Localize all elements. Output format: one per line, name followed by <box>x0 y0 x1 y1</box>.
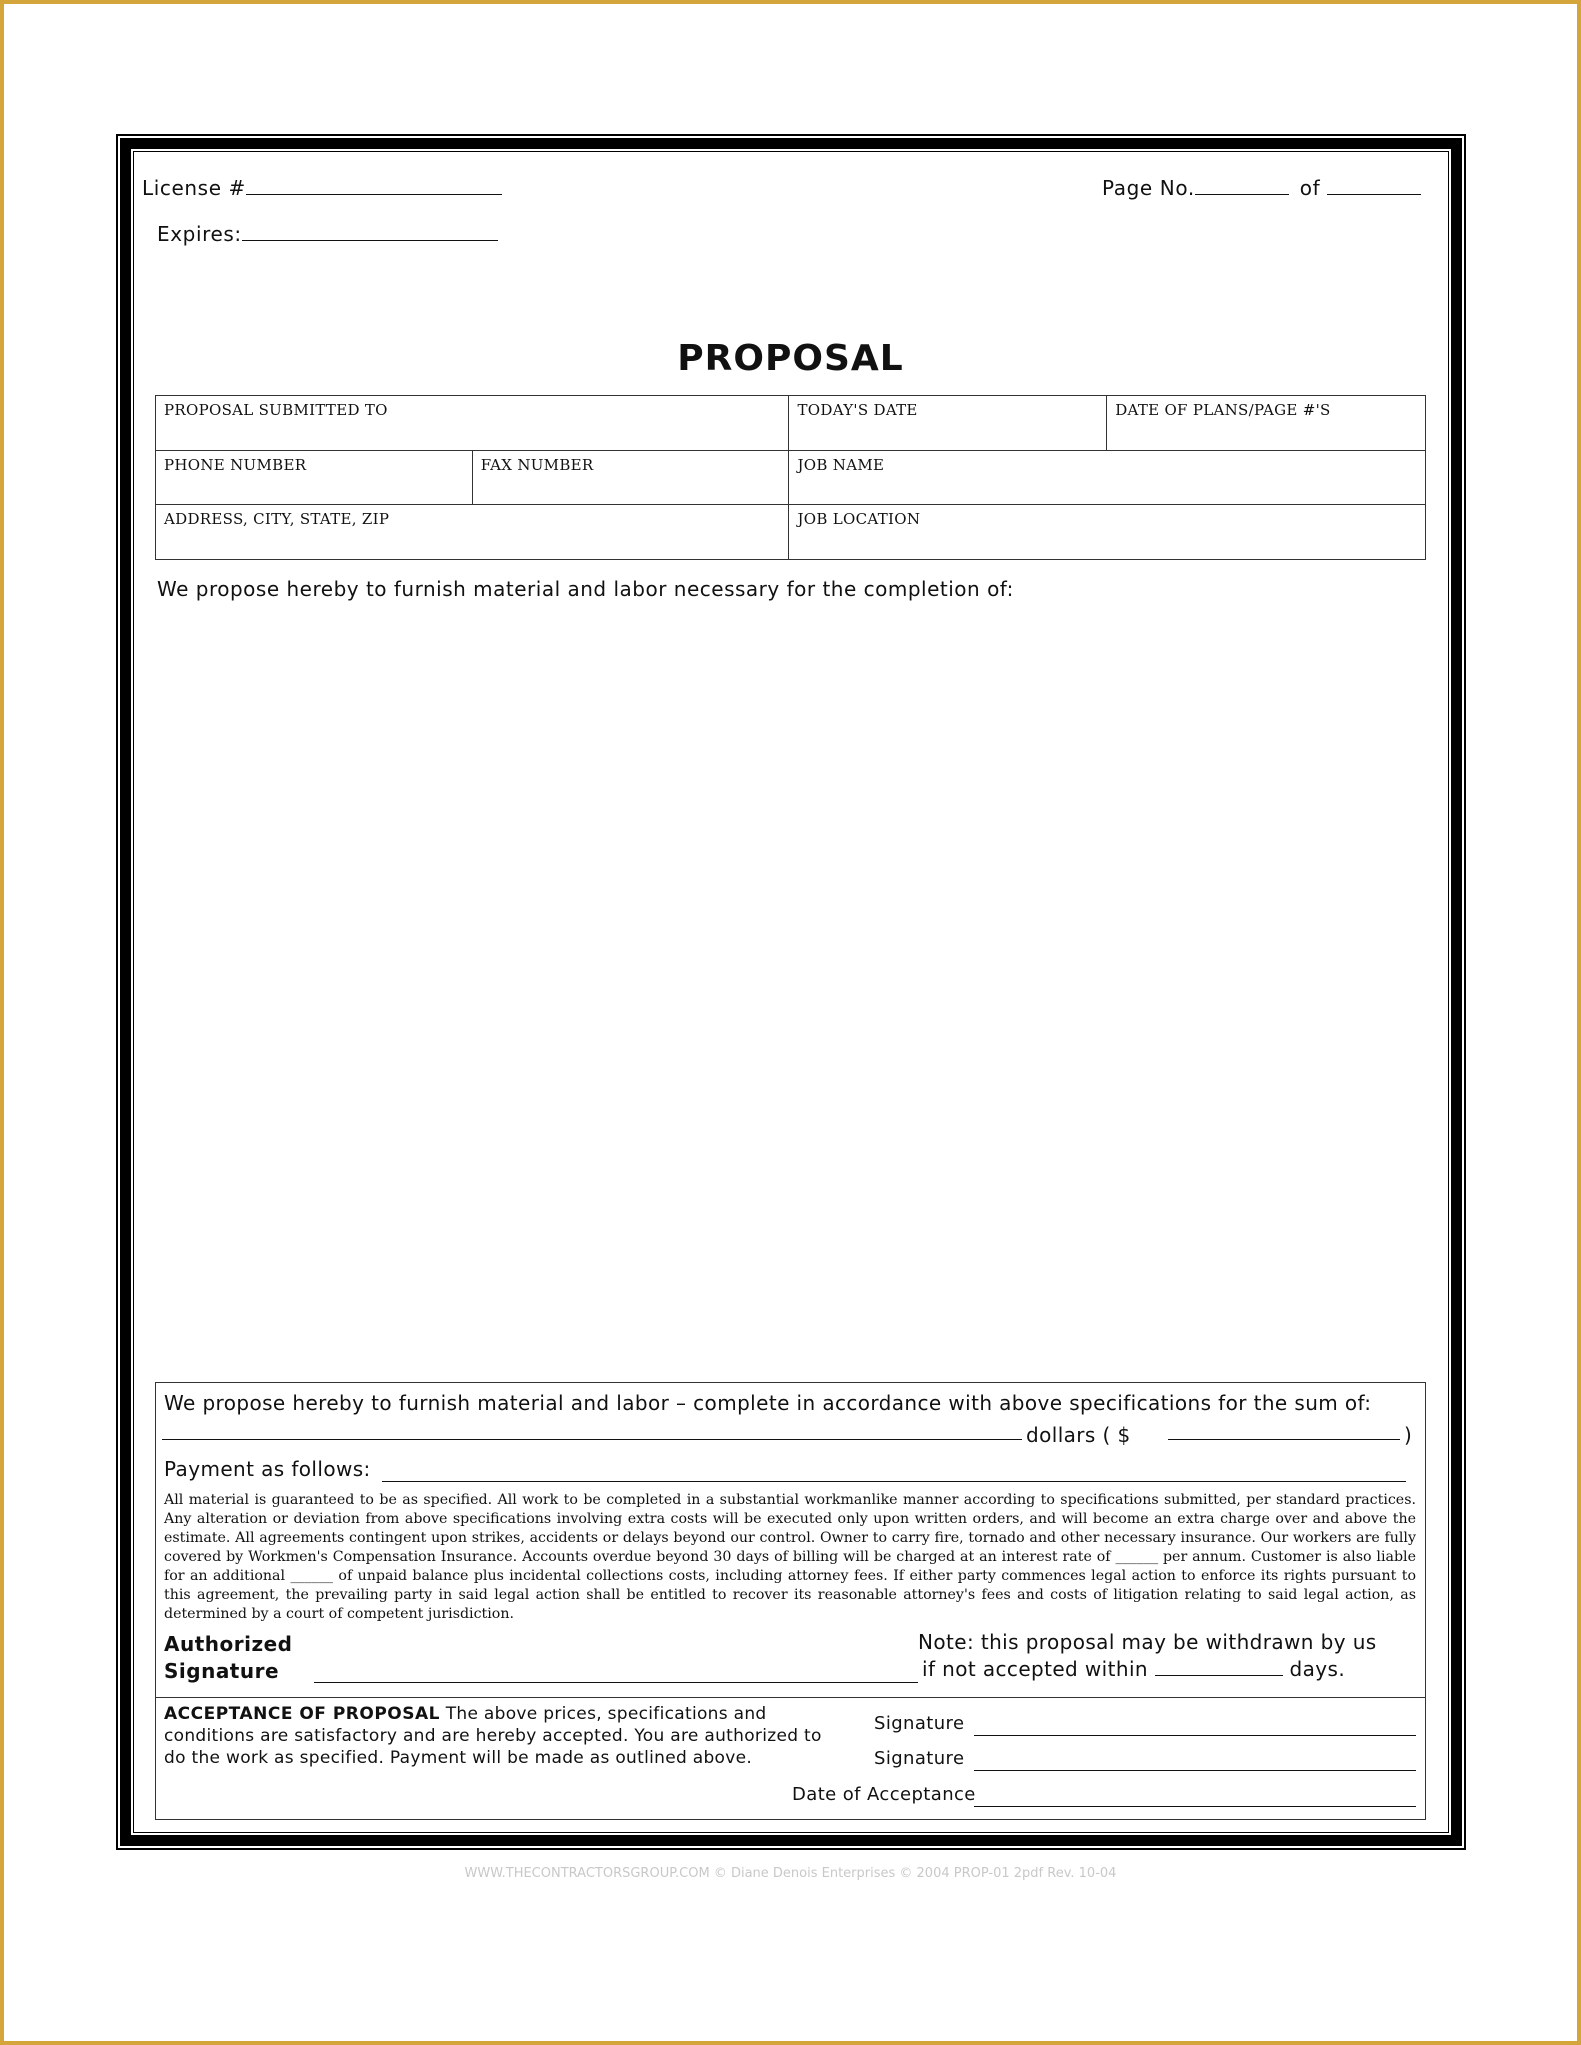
label-todays-date: TODAY'S DATE <box>797 401 918 419</box>
label-address: ADDRESS, CITY, STATE, ZIP <box>164 510 390 528</box>
label-job-location: JOB LOCATION <box>797 510 921 528</box>
cell-proposal-submitted-to[interactable] <box>156 396 789 451</box>
license-line[interactable] <box>246 181 502 195</box>
footer-watermark: WWW.THECONTRACTORSGROUP.COM © Diane Denois Enterprises © 2004 PROP-01 2pdf Rev. 10-04 <box>464 1866 1117 1881</box>
cell-job-name[interactable] <box>789 451 1426 505</box>
date-of-acceptance-label: Date of Acceptance <box>792 1784 976 1805</box>
page-title: PROPOSAL <box>677 338 904 379</box>
cell-todays-date[interactable] <box>789 396 1107 451</box>
cell-address[interactable] <box>156 505 789 560</box>
page-no-label: Page No. <box>1102 176 1195 200</box>
payment-label: Payment as follows: <box>164 1457 371 1481</box>
cell-fax-number[interactable] <box>472 451 789 505</box>
label-date-of-plans: DATE OF PLANS/PAGE #'S <box>1115 401 1331 419</box>
withdrawal-note-line1: Note: this proposal may be withdrawn by us <box>918 1630 1377 1654</box>
authorized-line1: Authorized <box>164 1632 293 1656</box>
cell-phone-number[interactable] <box>156 451 473 505</box>
acceptance-days-line[interactable] <box>1155 1662 1283 1676</box>
sum-words-line[interactable] <box>162 1439 1022 1440</box>
page-no-line[interactable] <box>1195 181 1289 195</box>
license-field[interactable] <box>142 176 502 200</box>
payment-terms-line[interactable] <box>382 1481 1406 1482</box>
cell-date-of-plans[interactable] <box>1107 396 1426 451</box>
cell-job-location[interactable] <box>789 505 1426 560</box>
note-text-a: if not accepted within <box>922 1657 1148 1681</box>
label-proposal-submitted-to: PROPOSAL SUBMITTED TO <box>164 401 388 419</box>
label-job-name: JOB NAME <box>797 456 885 474</box>
expires-field[interactable] <box>157 222 498 246</box>
expires-label: Expires: <box>157 222 242 246</box>
close-paren: ) <box>1404 1423 1413 1447</box>
label-phone-number: PHONE NUMBER <box>164 456 307 474</box>
acceptance-text-block <box>164 1703 844 1769</box>
authorized-signature-line[interactable] <box>314 1682 918 1683</box>
sum-terms-box <box>155 1382 1426 1820</box>
work-description-intro: We propose hereby to furnish material and labor necessary for the completion of: <box>157 577 1014 601</box>
sum-text: We propose hereby to furnish material and labor – complete in accordance with above specifications for the sum of: <box>164 1391 1372 1415</box>
authorized-signature-label <box>164 1631 293 1685</box>
expires-line[interactable] <box>242 227 498 241</box>
signature-line-2[interactable] <box>974 1770 1416 1771</box>
sum-amount-line[interactable] <box>1168 1439 1400 1440</box>
date-of-acceptance-line[interactable] <box>974 1806 1416 1807</box>
label-fax-number: FAX NUMBER <box>480 456 594 474</box>
terms-paragraph: All material is guaranteed to be as specified. All work to be completed in a substantial workmanlike manner according to specifications submitted, per standard practices. Any alteration or deviation from above specifications involving extra costs will be executed only upon written orders, and will become an extra charge over and above the estimate. All agreements contingent upon strikes, accidents or delays beyond our control. Owner to carry fire, tornado and other necessary insurance. Our workers are fully covered by Workmen's Compensation Insurance. Accounts overdue beyond 30 days of billing will be charged at an interest rate of ______ per annum. Customer is also liable for an additional ______ of unpaid balance plus incidental collections costs, including attorney fees. If either party commences legal action to enforce its rights pursuant to this agreement, the prevailing party in said legal action shall be entitled to recover its reasonable attorney's fees and costs of litigation relating to said legal action, as determined by a court of competent jurisdiction. <box>164 1492 1416 1622</box>
note-text-b: days. <box>1289 1657 1346 1681</box>
of-label: of <box>1299 176 1321 200</box>
page-number-field[interactable] <box>1102 176 1421 200</box>
withdrawal-note-line2 <box>922 1657 1345 1681</box>
page-total-line[interactable] <box>1327 181 1421 195</box>
authorized-line2: Signature <box>164 1659 280 1683</box>
signature-label-2: Signature <box>874 1748 965 1769</box>
acceptance-divider <box>156 1697 1425 1698</box>
proposal-info-table <box>155 395 1426 560</box>
signature-line-1[interactable] <box>974 1735 1416 1736</box>
license-label: License # <box>142 176 246 200</box>
acceptance-text: The above prices, specifications and conditions are satisfactory and are hereby accepted. You are authorized to do the work as specified. Payment will be made as outlined above. <box>164 1704 822 1768</box>
signature-label-1: Signature <box>874 1713 965 1734</box>
acceptance-heading: ACCEPTANCE OF PROPOSAL <box>164 1704 440 1724</box>
dollars-label: dollars ( $ <box>1026 1423 1131 1447</box>
